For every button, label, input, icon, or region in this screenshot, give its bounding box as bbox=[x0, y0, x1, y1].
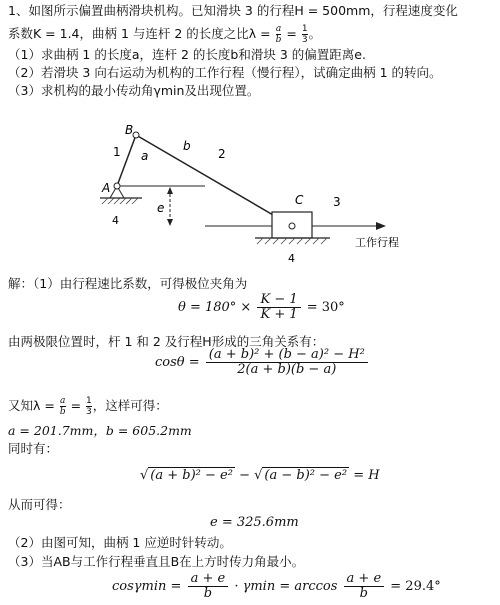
solution-line-2: 由两极限位置时，杆 1 和 2 及行程H形成的三角关系有： bbox=[8, 334, 325, 349]
solution-line-7: （2）由图可知，曲柄 1 应逆时针转动。 bbox=[8, 535, 232, 550]
label-a: A bbox=[102, 181, 111, 195]
ground-support-right bbox=[255, 238, 330, 244]
joint-a bbox=[114, 183, 120, 189]
question-2: （2）若滑块 3 向右运动为机构的工作行程（慢行程），试确定曲柄 1 的转向。 bbox=[8, 65, 442, 80]
label-work-stroke: 工作行程 bbox=[355, 236, 399, 249]
label-length-a: a bbox=[141, 149, 149, 163]
work-stroke-arrowhead bbox=[376, 222, 386, 230]
question-3: （3）求机构的最小传动角γmin及出现位置。 bbox=[8, 83, 260, 98]
ratio-fraction-1-3: $\frac{1}{3}$ bbox=[301, 24, 308, 45]
label-link-1: 1 bbox=[113, 145, 121, 159]
crank-link bbox=[117, 135, 136, 186]
joint-c bbox=[289, 223, 295, 229]
solution-line-5: 同时有： bbox=[8, 441, 59, 456]
solution-line-1: 解：（1）由行程速比系数，可得极位夹角为 bbox=[8, 276, 248, 291]
joint-b bbox=[133, 132, 139, 138]
label-c: C bbox=[295, 193, 304, 207]
equation-e-value: e = 325.6mm bbox=[210, 515, 299, 530]
mechanism-diagram bbox=[0, 100, 500, 270]
label-offset-e: e bbox=[157, 201, 165, 215]
equation-theta: θ = 180° × $\frac{K - 1}{K + 1}$ = 30° bbox=[178, 292, 345, 322]
equation-min-transmission-angle: cosγmin = $\frac{a + e}{b}$ · γmin = arccos $\frac{a + e}{b}$ = 29.4° bbox=[112, 571, 441, 601]
ratio-fraction-ab: $\frac{a}{b}$ bbox=[275, 24, 282, 45]
question-1: （1）求曲柄 1 的长度a，连杆 2 的长度b和滑块 3 的偏置距离e. bbox=[8, 47, 366, 62]
problem-line-2: 系数K = 1.4，曲柄 1 与连杆 2 的长度之比λ = $\frac{a}{b}$ = $\frac{1}{3}$ 。 bbox=[8, 24, 322, 45]
label-length-b: b bbox=[183, 139, 191, 153]
solution-ab-values: a = 201.7mm，b = 605.2mm bbox=[8, 423, 192, 438]
label-link-3: 3 bbox=[333, 195, 341, 209]
equation-stroke: √ (a + b)² − e² − √ (a − b)² − e² = H bbox=[140, 468, 380, 483]
label-ground-right: 4 bbox=[288, 252, 295, 265]
label-link-2: 2 bbox=[218, 147, 226, 161]
equation-cos-theta: cosθ = $\frac{\text{(a + b)² + (b − a)² − H²}}{2(a + b)(b - a)}$ bbox=[155, 348, 370, 377]
solution-line-6: 从而可得： bbox=[8, 497, 71, 512]
solution-line-8: （3）当AB与工作行程垂直且B在上方时传力角最小。 bbox=[8, 554, 305, 569]
label-b: B bbox=[125, 123, 134, 137]
label-ground-left: 4 bbox=[112, 214, 119, 227]
solution-line-3: 又知λ = $\frac{a}{b}$ = $\frac{1}{3}$ ，这样可得： bbox=[8, 396, 168, 417]
offset-dimension bbox=[167, 187, 173, 226]
ratio-text: 系数K = 1.4，曲柄 1 与连杆 2 的长度之比λ = bbox=[8, 26, 275, 41]
problem-line-1: 1、如图所示偏置曲柄滑块机构。已知滑块 3 的行程H = 500mm，行程速度变化 bbox=[8, 3, 458, 18]
